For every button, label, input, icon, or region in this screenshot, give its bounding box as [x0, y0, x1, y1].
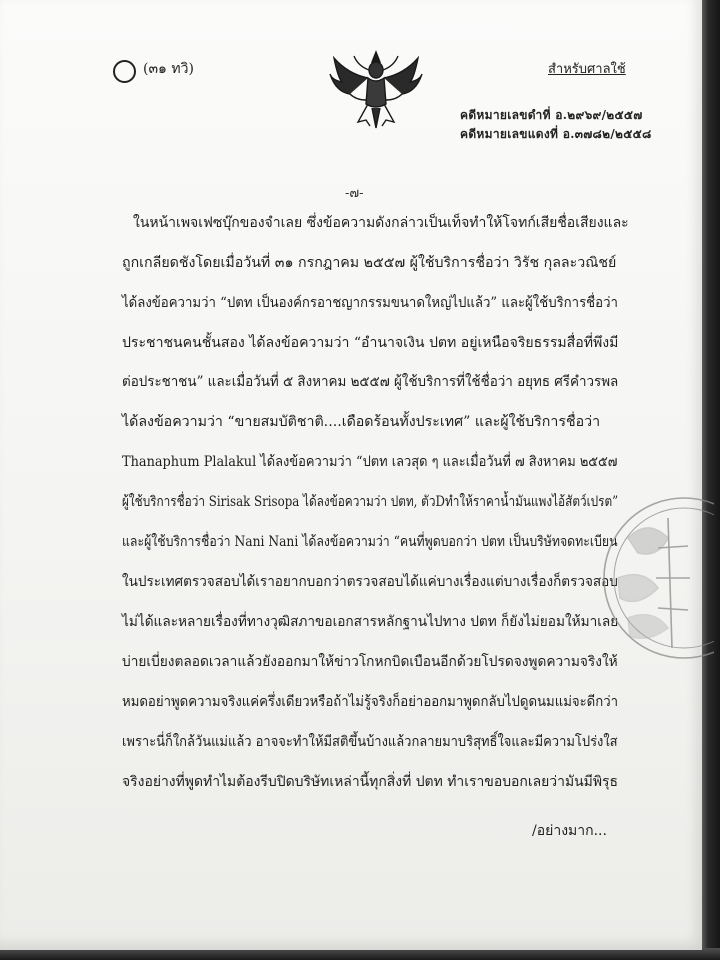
body-line: และผู้ใช้บริการชื่อว่า Nani Nani ได้ลงข้อความว่า “คนที่พูดบอกว่า ปตท เป็นบริษัทจดทะเบียน — [122, 534, 618, 550]
body-line: ในหน้าเพจเฟซบุ๊กของจำเลย ซึ่งข้อความดังกล่าวเป็นเท็จทำให้โจทก์เสียชื่อเสียงและ — [133, 215, 629, 231]
body-line: ในประเทศตรวจสอบได้เราอยากบอกว่าตรวจสอบได้แค่บางเรื่องแต่บางเรื่องก็ตรวจสอบ — [122, 574, 618, 590]
red-case-number: คดีหมายเลขแดงที่ อ.๓๗๘๒/๒๕๕๘ — [460, 127, 652, 141]
court-seal-stamp-icon — [598, 478, 714, 678]
body-line: ไม่ได้และหลายเรื่องที่ทางวุฒิสภาขอเอกสารหลักฐานไปทาง ปตท ก็ยังไม่ยอมให้มาเลย — [122, 614, 619, 630]
body-line: เพราะนี่ก็ใกล้วันแม่แล้ว อาจจะทำให้มีสติขึ้นบ้างแล้วกลายมาบริสุทธิ์ใจและมีความโปร่งใส — [122, 734, 618, 750]
body-line: ต่อประชาชน” และเมื่อวันที่ ๕ สิงหาคม ๒๕๕๗ ผู้ใช้บริการที่ใช้ชื่อว่า อยุทธ ศรีคำวรพล — [122, 374, 619, 390]
body-line: ผู้ใช้บริการชื่อว่า Sirisak Srisopa ได้ลงข้อความว่า ปตท, ตัวDทำให้ราคาน้ำมันแพงไอ้สัตว์เปรต” — [122, 494, 619, 510]
continuation-marker: /อย่างมาก... — [532, 823, 607, 839]
body-line: บ่ายเบี่ยงตลอดเวลาแล้วยังออกมาให้ข่าวโกหกบิดเบือนอีกด้วยโปรดจงพูดความจริงให้ — [122, 654, 618, 670]
circle-mark-icon — [113, 60, 136, 83]
body-line: ถูกเกลียดชังโดยเมื่อวันที่ ๓๑ กรกฎาคม ๒๕๕๗ ผู้ใช้บริการชื่อว่า วิรัช กุลละวณิชย์ — [122, 255, 617, 271]
body-line: ได้ลงข้อความว่า “ปตท เป็นองค์กรอาชญากรรมขนาดใหญ่ไปแล้ว” และผู้ใช้บริการชื่อว่า — [122, 295, 618, 311]
body-line: ได้ลงข้อความว่า “ขายสมบัติชาติ....เดือดร้อนทั้งประเทศ” และผู้ใช้บริการชื่อว่า — [122, 414, 601, 430]
for-court-use-label: สำหรับศาลใช้ — [548, 62, 626, 77]
body-line: หมดอย่าพูดความจริงแค่ครึ่งเดียวหรือถ้าไม่รู้จริงก็อย่าออกมาพูดกลับไปดูดนมแม่จะดีกว่า — [122, 694, 619, 710]
body-line: จริงอย่างที่พูดทำไมต้องรีบปิดบริษัทเหล่านี้ทุกสิ่งที่ ปตท ทำเราขอบอกเลยว่ามันมีพิรุธ — [122, 774, 619, 790]
body-line: Thanaphum Plalakul ได้ลงข้อความว่า “ปตท เลวสุด ๆ และเมื่อวันที่ ๗ สิงหาคม ๒๕๕๗ — [122, 454, 618, 470]
page-number: -๗- — [345, 186, 364, 201]
garuda-emblem-icon — [328, 48, 424, 130]
form-code: (๓๑ ทวิ) — [143, 61, 194, 77]
body-line: ประชาชนคนชั้นสอง ได้ลงข้อความว่า “อำนาจเงิน ปตท อยู่เหนือจริยธรรมสื่อที่พึงมี — [122, 335, 619, 351]
black-case-number: คดีหมายเลขดำที่ อ.๒๙๖๙/๒๕๕๗ — [460, 108, 643, 122]
